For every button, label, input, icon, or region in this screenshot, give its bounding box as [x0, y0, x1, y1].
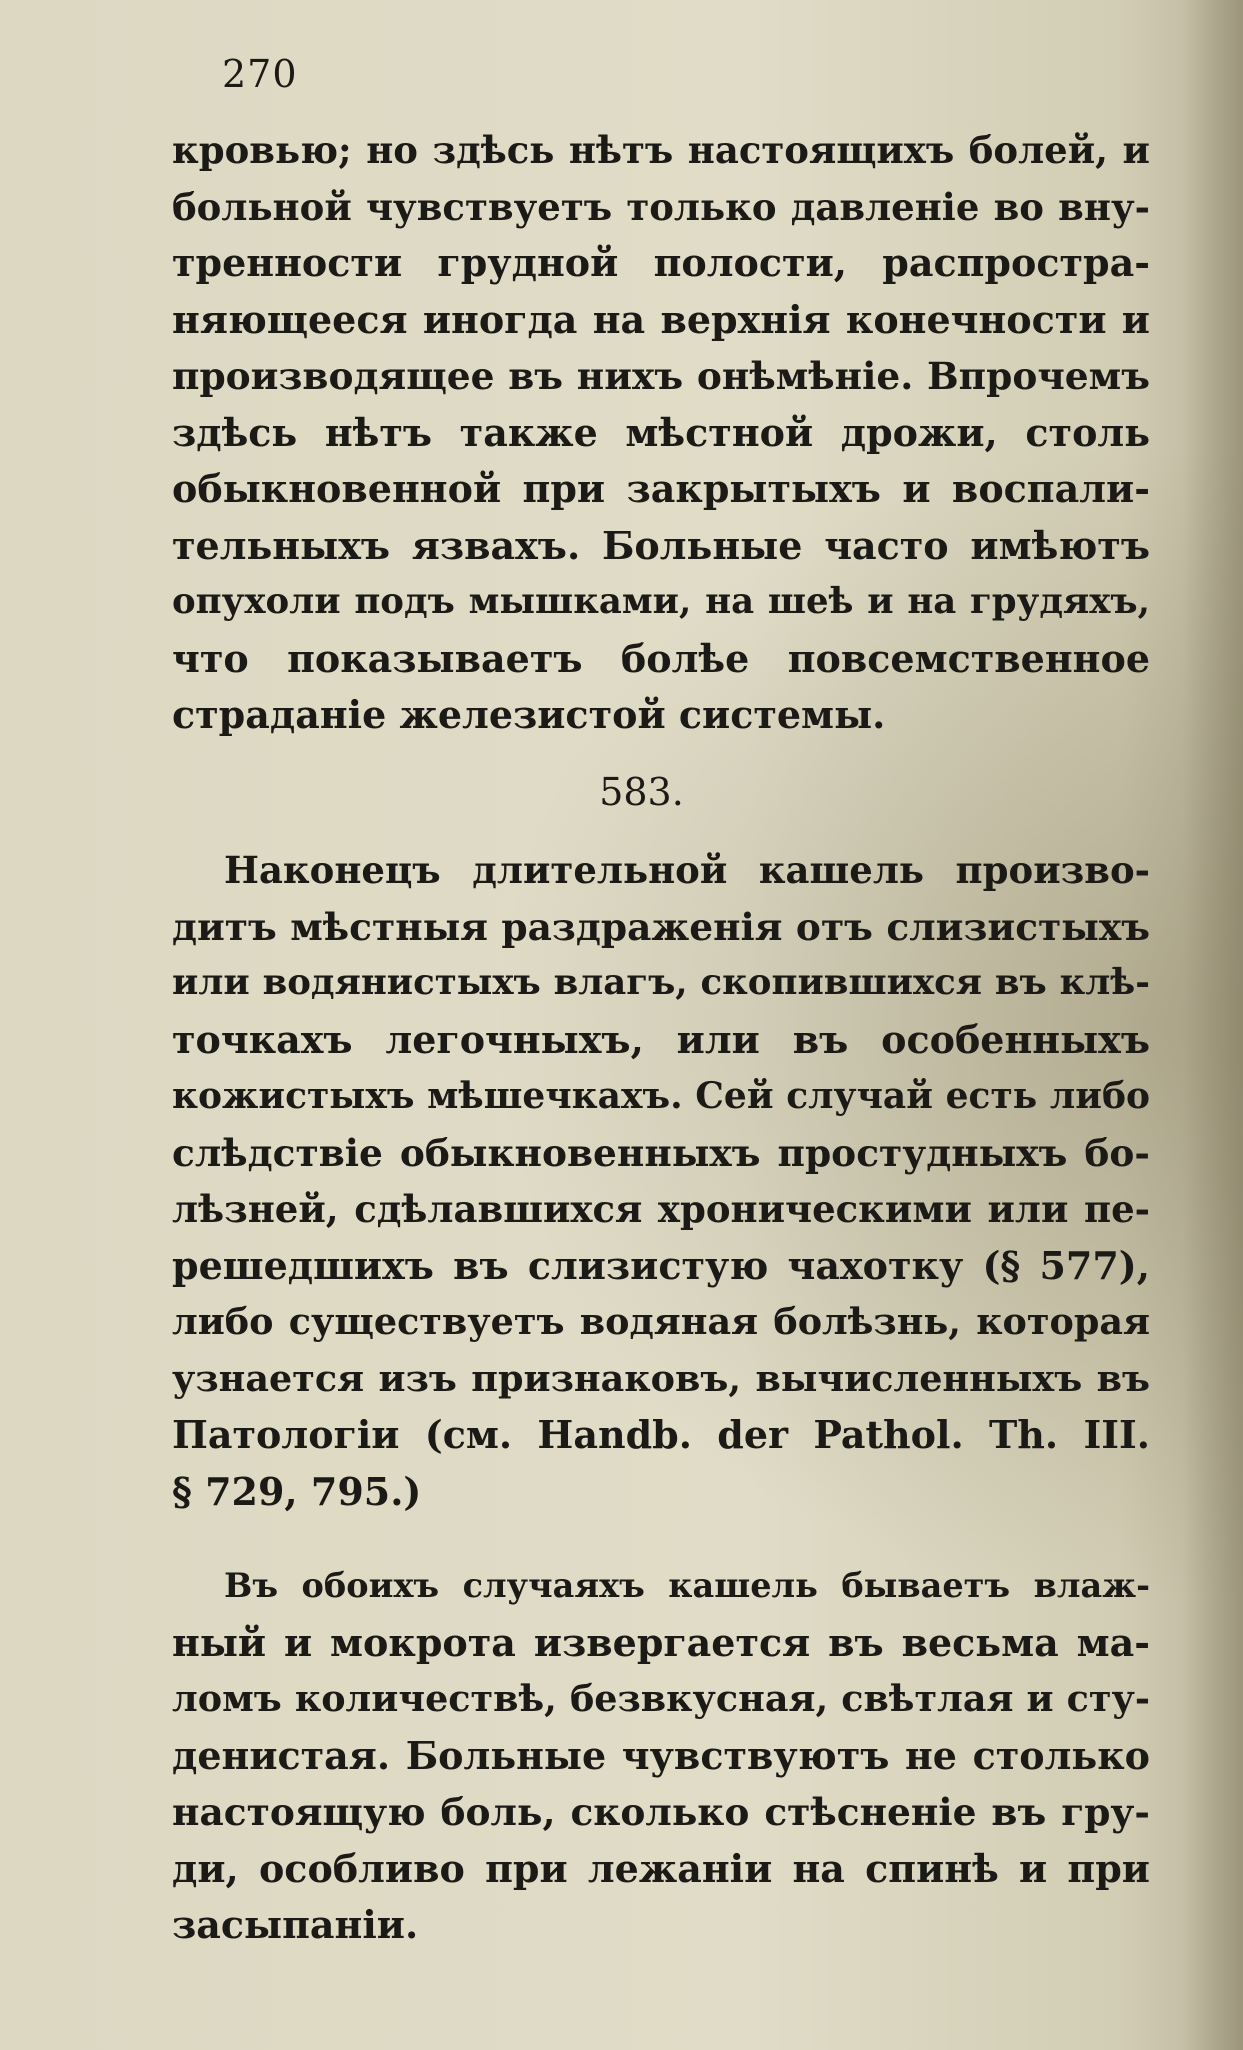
text-line: обыкновенной при закрытыхъ и воспали- — [172, 466, 1150, 511]
text-line: что показываетъ болѣе повсемственное — [172, 635, 1150, 681]
text-line: денистая. Больные чувствуютъ не столько — [172, 1732, 1150, 1778]
page-spine-shadow — [1183, 0, 1243, 2050]
paragraph-section-583 — [172, 842, 1150, 1520]
text-line: кожистыхъ мѣшечкахъ. Сей случай есть либо — [172, 1075, 1150, 1117]
text-line: няющееся иногда на верхнія конечности и — [172, 296, 1150, 342]
text-line: производящее въ нихъ онѣмѣніе. Впрочемъ — [172, 354, 1150, 398]
text-line: тренности грудной полости, распростра- — [172, 240, 1150, 285]
text-line: ломъ количествѣ, безвкусная, свѣтлая и сту- — [172, 1677, 1150, 1720]
section-number: 583. — [599, 770, 684, 814]
text-line: либо существуетъ водяная болѣзнь, которая — [172, 1300, 1150, 1343]
text-line: больной чувствуетъ только давленіе во вну- — [172, 184, 1150, 229]
text-line: лѣзней, сдѣлавшихся хроническими или пе- — [172, 1187, 1150, 1231]
text-line: ный и мокрота извергается въ весьма ма- — [172, 1619, 1150, 1665]
text-line: Въ обоихъ случаяхъ кашель бываетъ влаж- — [224, 1566, 1150, 1605]
text-line: тельныхъ язвахъ. Больные часто имѣютъ — [172, 522, 1150, 568]
text-line: решедшихъ въ слизистую чахотку (§ 577), — [172, 1242, 1150, 1288]
text-line: или водянистыхъ влагъ, скопившихся въ клѣ- — [172, 962, 1150, 1003]
text-line: дитъ мѣстныя раздраженія отъ слизистыхъ — [172, 904, 1150, 949]
text-line: Наконецъ длительной кашель произво- — [224, 848, 1150, 892]
text-line: Патологіи (см. Handb. der Pathol. Th. III. — [172, 1412, 1150, 1457]
text-line: здѣсь нѣтъ также мѣстной дрожи, столь — [172, 409, 1150, 455]
text-line: точкахъ легочныхъ, или въ особенныхъ — [172, 1016, 1150, 1062]
text-line: страданіе железистой системы. — [172, 692, 886, 737]
text-line: слѣдствіе обыкновенныхъ простудныхъ бо- — [172, 1130, 1150, 1175]
paragraph-continuation — [172, 122, 1150, 744]
paragraph-symptoms — [172, 1558, 1150, 1954]
page-number: 270 — [222, 52, 298, 96]
text-line: кровью; но здѣсь нѣтъ настоящихъ болей, и — [172, 128, 1150, 172]
text-line: засыпаніи. — [172, 1902, 419, 1947]
text-line: ди, особливо при лежаніи на спинѣ и при — [172, 1845, 1150, 1891]
text-line: § 729, 795.) — [172, 1468, 422, 1514]
text-line: узнается изъ признаковъ, вычисленныхъ въ — [172, 1356, 1150, 1400]
text-line: настоящую боль, сколько стѣсненіе въ гру- — [172, 1790, 1150, 1834]
text-line: опухоли подъ мышками, на шеѣ и на грудяхъ, — [172, 581, 1150, 622]
